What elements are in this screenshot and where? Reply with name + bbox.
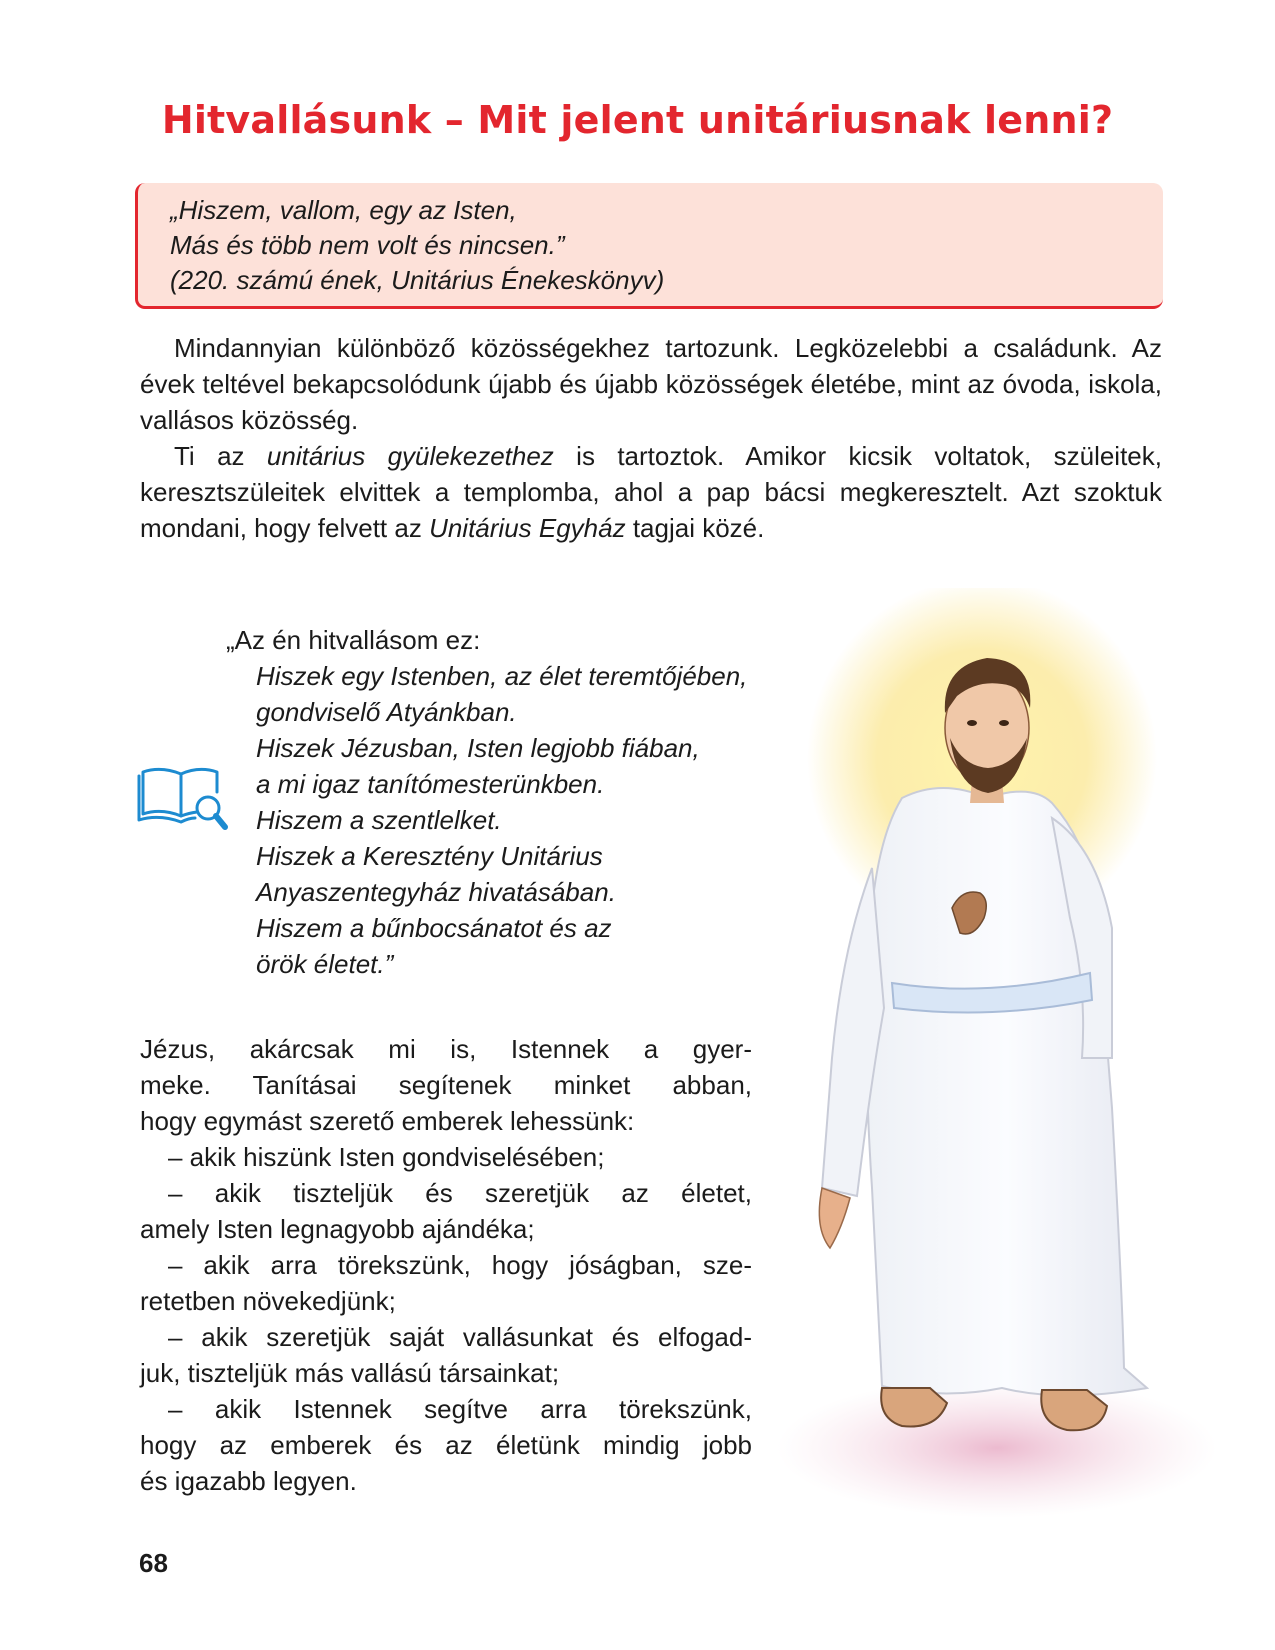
paragraph-text: Ti az	[174, 441, 267, 471]
intro-paragraph-text: Mindannyian különböző közösségekhez tartozunk. Legközelebbi a családunk. Az évek teltével bekapcsolódunk újabb és újabb közösségek életébe, mint az óvoda, iskola, vallásos közösség.	[140, 333, 1162, 435]
teaching-line: hogy az emberek és az életünk mindig jobb	[140, 1430, 752, 1460]
hymn-quote-lines	[170, 193, 664, 298]
jesus-illustration	[752, 588, 1222, 1558]
creed-intro: „Az én hitvallásom ez:	[226, 625, 481, 655]
teaching-bullet: – akik tiszteljük és szeretjük az életet,	[168, 1178, 752, 1208]
page-number: 68	[139, 1548, 168, 1578]
teaching-line: amely Isten legnagyobb ajándéka;	[140, 1214, 535, 1244]
hymn-quote-line: „Hiszem, vallom, egy az Isten,	[170, 195, 517, 225]
creed-line: Hiszek Jézusban, Isten legjobb fiában,	[256, 733, 700, 763]
book-magnifier-icon	[137, 762, 229, 834]
creed-line: Hiszem a szentlelket.	[256, 805, 502, 835]
paragraph-text: tagjai közé.	[625, 513, 765, 543]
hymn-quote-source: (220. számú ének, Unitárius Énekeskönyv)	[170, 265, 665, 295]
intro-paragraph	[140, 330, 1162, 438]
page-title: Hitvallásunk – Mit jelent unitáriusnak lenni?	[161, 98, 1114, 142]
teaching-line: hogy egymást szerető emberek lehessünk:	[140, 1106, 635, 1136]
creed-line: Anyaszentegyház hivatásában.	[256, 877, 616, 907]
paragraph-emphasis: unitárius gyülekezethez	[266, 441, 554, 471]
hymn-quote-line: Más és több nem volt és nincsen.”	[170, 230, 565, 260]
teaching-list	[140, 1031, 752, 1499]
teaching-bullet: – akik hiszünk Isten gondviselésében;	[168, 1142, 605, 1172]
creed-line: gondviselő Atyánkban.	[256, 697, 517, 727]
teaching-bullet: – akik szeretjük saját vallásunkat és elfogad-	[168, 1322, 752, 1352]
hymn-quote-box	[135, 183, 1163, 309]
teaching-line: juk, tiszteljük más vallású társainkat;	[140, 1358, 560, 1388]
creed-line: a mi igaz tanítómesterünkben.	[256, 769, 605, 799]
paragraph-text: is tartoztok. Amikor kicsik voltatok, szüleitek, keresztszüleitek elvittek a templomba, ahol a pap bácsi megkeresztelt. Azt szoktuk mondani, hogy felvett az	[140, 441, 1162, 543]
community-paragraph	[140, 438, 1162, 546]
teaching-line: meke. Tanításai segítenek minket abban,	[140, 1070, 752, 1100]
paragraph-emphasis: Unitárius Egyház	[429, 513, 626, 543]
teaching-bullet: – akik Istennek segítve arra törekszünk,	[168, 1394, 752, 1424]
teaching-bullet: – akik arra törekszünk, hogy jóságban, sze-	[168, 1250, 752, 1280]
teaching-line: és igazabb legyen.	[140, 1466, 357, 1496]
creed-line: Hiszem a bűnbocsánatot és az	[256, 913, 612, 943]
creed-line: Hiszek egy Istenben, az élet teremtőjében,	[256, 661, 748, 691]
creed-block	[226, 622, 747, 982]
creed-line: örök életet.”	[256, 949, 394, 979]
teaching-line: retetben növekedjünk;	[140, 1286, 396, 1316]
creed-line: Hiszek a Keresztény Unitárius	[256, 841, 603, 871]
teaching-line: Jézus, akárcsak mi is, Istennek a gyer-	[140, 1034, 752, 1064]
